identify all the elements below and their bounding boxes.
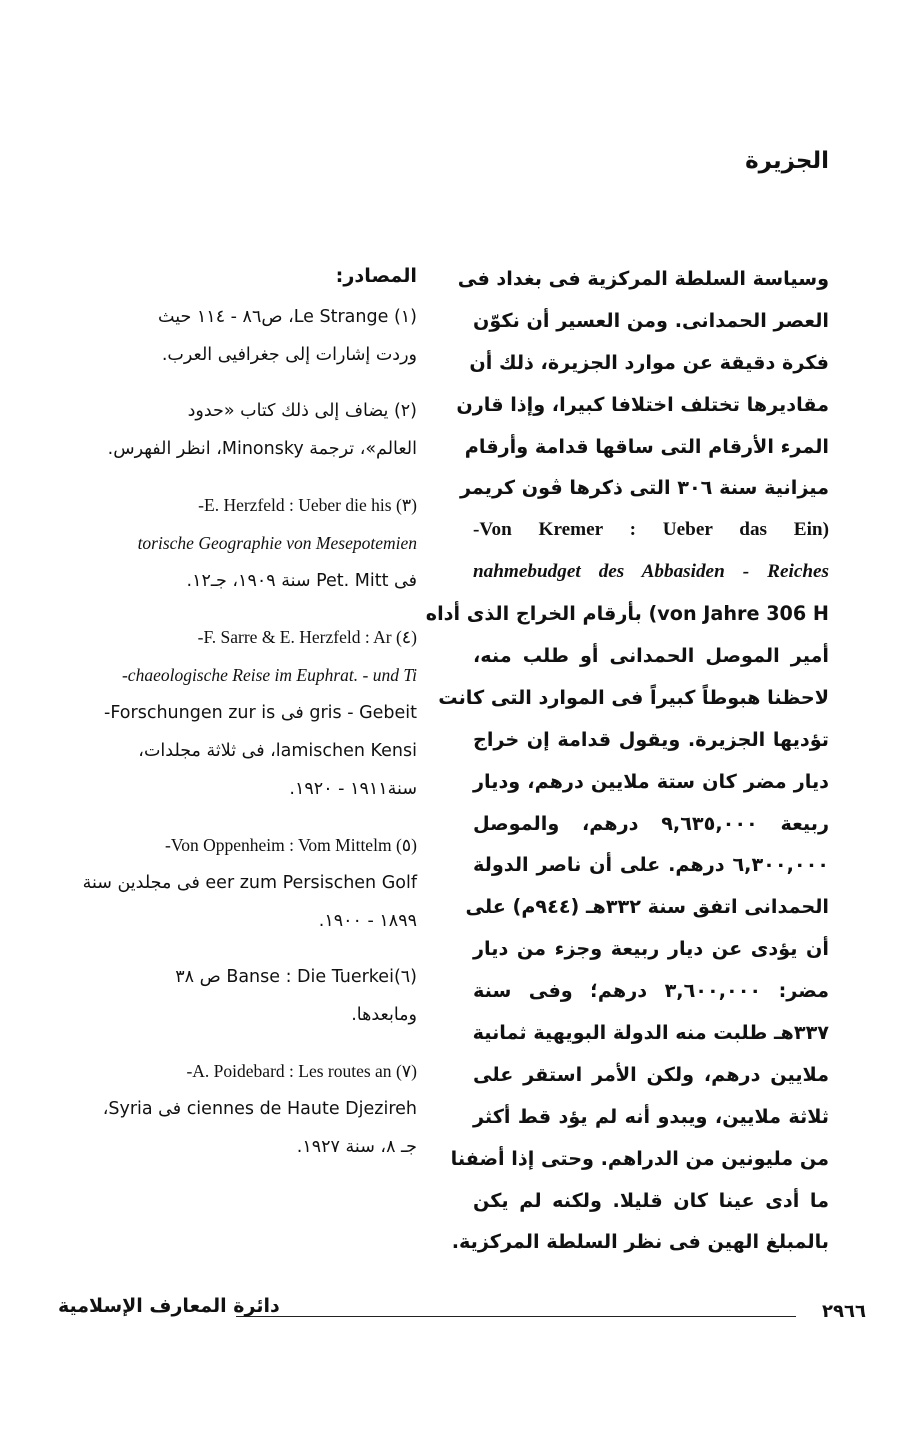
main-text-line: (Von Kremer : Ueber das Ein- <box>473 519 829 541</box>
source-entry <box>57 958 417 1034</box>
main-text-line: ٦,٣٠٠,٠٠٠ درهم. على أن ناصر الدولة <box>473 853 829 877</box>
source-line: (٧) A. Poidebard : Les routes an- <box>186 1061 417 1081</box>
source-entry <box>57 1052 417 1166</box>
main-text-line: nahmebudget des Abbasiden - Reiches <box>473 561 829 583</box>
main-text-line: المرء الأرقام التى ساقها قدامة وأرقام <box>464 434 829 458</box>
source-line: eer zum Persischen Golf فى مجلدين سنة <box>82 873 417 893</box>
footer-publication-title: دائرة المعارف الإسلامية <box>58 1295 280 1317</box>
source-line: (١) Le Strange، ص٨٦ - ١١٤ حيث <box>158 307 417 327</box>
source-line: ومابعدها. <box>351 1005 417 1025</box>
sources-column <box>57 258 417 1184</box>
footer-divider <box>236 1316 796 1317</box>
main-text-line: ٣٣٧هـ طلبت منه الدولة البويهية ثمانية <box>472 1021 829 1045</box>
source-line: ١٨٩٩ - ١٩٠٠. <box>318 911 417 931</box>
source-entry <box>57 298 417 374</box>
sources-heading: المصادر: <box>335 264 417 287</box>
source-line: (٥) Von Oppenheim : Vom Mittelm- <box>165 835 417 855</box>
main-text-line: ما أدى عينا كان قليلا. ولكنه لم يكن <box>473 1188 829 1212</box>
main-text-line: فكرة دقيقة عن موارد الجزيرة، ذلك أن <box>469 350 829 374</box>
source-line: gris - Gebeit فى Forschungen zur is- <box>104 703 417 723</box>
source-line: (٤) F. Sarre & E. Herzfeld : Ar- <box>197 627 417 647</box>
source-line: (٦)Banse : Die Tuerkei ص ٣٨ <box>175 967 417 987</box>
source-entry <box>57 392 417 468</box>
source-line: فى Pet. Mitt سنة ١٩٠٩، جـ١٢. <box>186 571 417 591</box>
page-header-title: الجزيرة <box>745 148 829 174</box>
source-entry <box>57 826 417 940</box>
source-line: (٣) E. Herzfeld : Ueber die his- <box>198 495 417 515</box>
main-text-line: أمير الموصل الحمدانى أو طلب منه، <box>473 644 829 668</box>
source-line: وردت إشارات إلى جغرافيى العرب. <box>161 345 417 365</box>
main-text-line: ثلاثة ملايين، ويبدو أنه لم يؤد قط أكثر <box>473 1104 829 1128</box>
main-text-line: أن يؤدى عن ديار ربيعة وجزء من ديار <box>473 937 829 961</box>
source-entry <box>57 486 417 600</box>
main-text-line: ملايين درهم، ولكن الأمر استقر على <box>473 1062 829 1086</box>
main-text-line: مقاديرها تختلف اختلافا كبيرا، وإذا قارن <box>456 392 829 416</box>
main-text-line: ميزانية سنة ٣٠٦ التى ذكرها ڤون كريمر <box>459 476 829 500</box>
main-text-line: العصر الحمدانى. ومن العسير أن نكوّن <box>473 308 829 332</box>
main-text-line: من مليونين من الدراهم. وحتى إذا أضفنا <box>450 1146 829 1170</box>
main-text-line: لاحظنا هبوطاً كبيراً فى الموارد التى كانت <box>438 685 829 709</box>
source-line: lamischen Kensi، فى ثلاثة مجلدات، <box>138 741 417 761</box>
page-number: ٢٩٦٦ <box>822 1301 866 1322</box>
main-text-line: von Jahre 306 H) بأرقام الخراج الذى أداه <box>425 602 829 626</box>
main-text-line: ديار مضر كان ستة ملايين درهم، وديار <box>473 769 829 793</box>
main-text-line: تؤديها الجزيرة. ويقول قدامة إن خراج <box>473 727 829 751</box>
page-footer <box>58 1293 866 1333</box>
source-line: العالم»، ترجمة Minonsky، انظر الفهرس. <box>107 439 417 459</box>
source-entry <box>57 618 417 808</box>
main-text-line: بالمبلغ الهين فى نظر السلطة المركزية. <box>451 1230 829 1254</box>
source-line: chaeologische Reise im Euphrat. - und Ti- <box>121 665 417 685</box>
main-text-line: مضر: ٣,٦٠٠,٠٠٠ درهم؛ وفى سنة <box>473 979 830 1003</box>
source-line: ciennes de Haute Djezireh فى Syria، <box>102 1099 417 1119</box>
source-line: سنة١٩١١ - ١٩٢٠. <box>289 779 417 799</box>
source-line: جـ ٨، سنة ١٩٢٧. <box>296 1137 417 1157</box>
source-line: torische Geographie von Mesepotemien <box>137 533 417 553</box>
main-text-line: الحمدانى اتفق سنة ٣٣٢هـ (٩٤٤م) على <box>465 895 829 919</box>
main-text-column <box>425 258 830 1263</box>
main-text-line: ربيعة ٩,٦٣٥,٠٠٠ درهم، والموصل <box>473 811 829 835</box>
main-text-line: وسياسة السلطة المركزية فى بغداد فى <box>457 267 829 290</box>
source-line: (٢) يضاف إلى ذلك كتاب «حدود <box>187 401 417 421</box>
